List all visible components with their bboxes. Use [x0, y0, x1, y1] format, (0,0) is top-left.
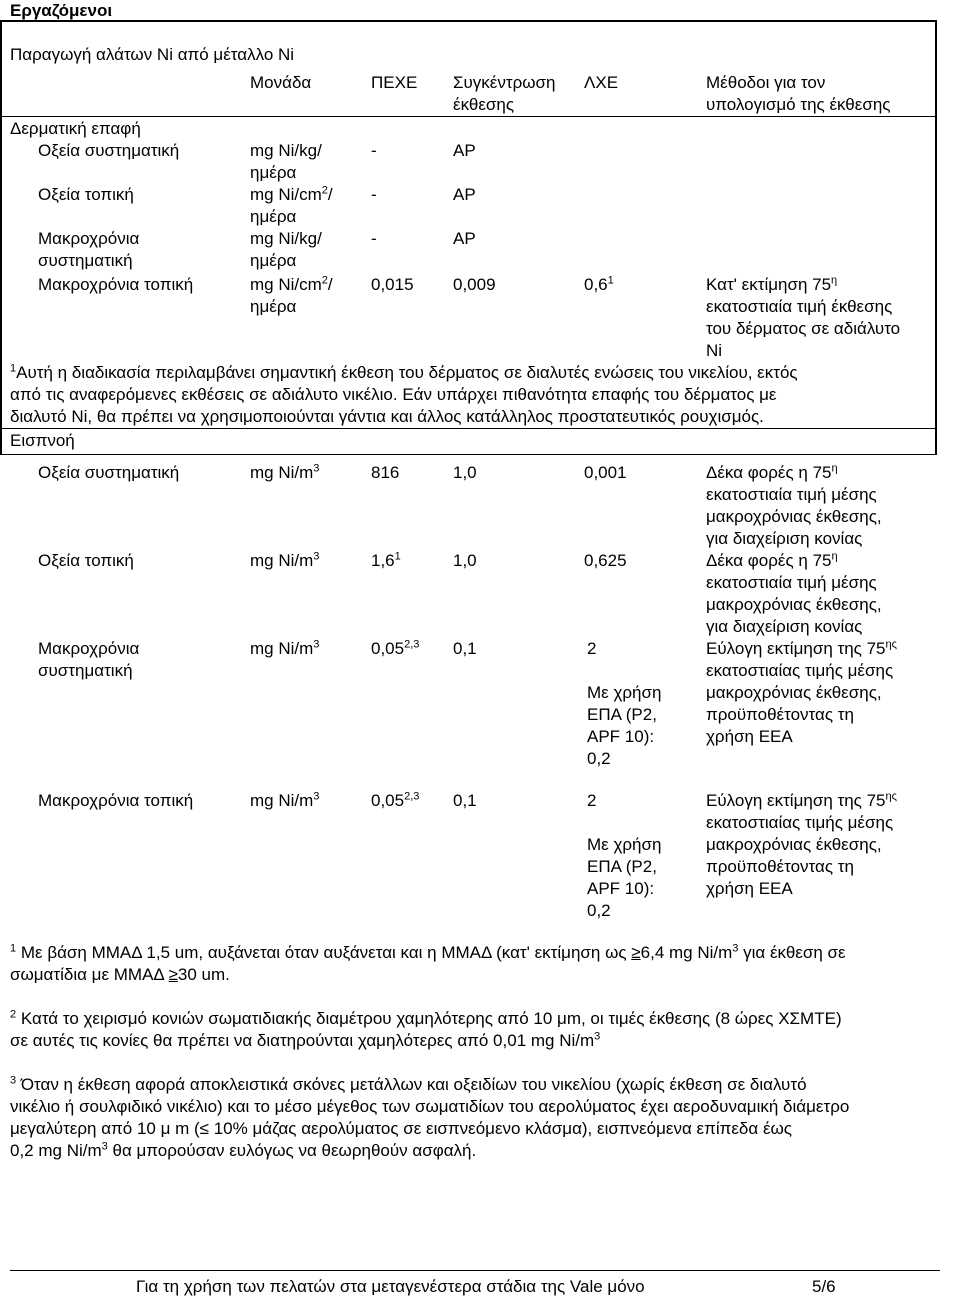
dermal-row-1-name: Οξεία συστηματική	[38, 141, 180, 160]
dermal-footnote-line3: διαλυτό Ni, θα πρέπει να χρησιμοποιούνται γάντια και άλλος κατάλληλος προστατευτικός ρουχισμός.	[10, 407, 764, 426]
dermal-row-3-unit1: mg Ni/kg/	[250, 229, 322, 248]
inhal-row-4-lxe: 2	[587, 791, 597, 810]
dermal-row-1-unit1: mg Ni/kg/	[250, 141, 322, 160]
inhal-row-2-name: Οξεία τοπική	[38, 551, 134, 570]
inhal-row-1-method4: για διαχείριση κονίας	[706, 529, 863, 548]
page-number: 5/6	[812, 1277, 836, 1296]
dermal-row-3-unit2: ημέρα	[250, 251, 297, 270]
dermal-row-4-unit2: ημέρα	[250, 297, 297, 316]
inhalation-title: Εισπνοή	[10, 431, 75, 450]
inhal-row-4-name: Μακροχρόνια τοπική	[38, 791, 194, 810]
dermal-row-3-name2: συστηματική	[38, 251, 133, 270]
inhal-row-3-name1: Μακροχρόνια	[38, 639, 140, 658]
inhal-row-3-method4: προϋποθέτοντας τη	[706, 705, 854, 724]
dermal-row-1-conc: AP	[453, 141, 476, 160]
dermal-row-2-name: Οξεία τοπική	[38, 185, 134, 204]
inhal-row-1-method3: μακροχρόνιας έκθεσης,	[706, 507, 882, 526]
dermal-row-3-conc: AP	[453, 229, 476, 248]
footnote-3-line4: 0,2 mg $Ni/m^3$ θα μπορούσαν ευλόγως να θεωρηθούν ασφαλή.	[10, 1140, 477, 1160]
header-conc-line2: έκθεσης	[453, 95, 515, 114]
dermal-row-4-lxe: $0,6^1$	[584, 274, 614, 294]
inhal-row-2-method3: μακροχρόνιας έκθεσης,	[706, 595, 882, 614]
inhal-row-3-method5: χρήση ΕΕΑ	[706, 727, 793, 746]
process-title: Παραγωγή αλάτων Ni από μέταλλο Ni	[10, 45, 295, 64]
inhal-row-3-lxe: 2	[587, 639, 597, 658]
dermal-row-4-name: Μακροχρόνια τοπική	[38, 275, 194, 294]
dermal-row-2-unit1: mg $Ni/cm^2/$	[250, 184, 333, 204]
header-lxe: ΛΧΕ	[584, 73, 619, 92]
inhal-row-3-method2: εκατοστιαίας τιμής μέσης	[706, 661, 894, 680]
inhal-row-2-lxe: 0,625	[584, 551, 627, 570]
footnote-1-line1: $^1$ Με βάση ΜΜΑΔ 1,5 um, αυξάνεται όταν αυξάνεται και η ΜΜΑΔ (κατ' εκτίμηση ως ≥6,4 mg $Ni/m^3$ για έκθεση σε	[10, 942, 846, 962]
dermal-footnote-line2: από τις αναφερόμενες εκθέσεις σε αδιάλυτο νικέλιο. Εάν υπάρχει πιθανότητα επαφής του δέρματος με	[10, 385, 777, 404]
inhal-row-1-method1: Δέκα φορές η $75^\eta$	[706, 462, 838, 482]
footnote-3-line2: νικέλιο ή σουλφιδικό νικέλιο) και το μέσο μέγεθος των σωματιδίων του αερολύματος έχει αεροδυναμική διάμετρο	[10, 1097, 850, 1116]
inhal-row-2-unit: mg $Ni/m^3$	[250, 550, 320, 570]
inhal-row-4-method3: μακροχρόνιας έκθεσης,	[706, 835, 882, 854]
inhal-row-4-method4: προϋποθέτοντας τη	[706, 857, 854, 876]
inhal-row-4-lxe2: Με χρήση	[587, 835, 662, 854]
inhal-row-4-method2: εκατοστιαίας τιμής μέσης	[706, 813, 894, 832]
inhal-row-3-pexe: 0,05$^{2,3}$	[371, 638, 420, 658]
inhal-row-4-method5: χρήση ΕΕΑ	[706, 879, 793, 898]
dermal-table-right-border	[935, 20, 937, 455]
dermal-title: Δερματική επαφή	[10, 119, 141, 138]
inhal-row-4-lxe5: 0,2	[587, 901, 611, 920]
dermal-row-2-pexe: -	[371, 185, 377, 204]
dermal-row-3-pexe: -	[371, 229, 377, 248]
dermal-row-4-method2: εκατοστιαία τιμή έκθεσης	[706, 297, 893, 316]
inhal-row-2-method4: για διαχείριση κονίας	[706, 617, 863, 636]
inhal-row-1-conc: 1,0	[453, 463, 477, 482]
inhal-row-3-name2: συστηματική	[38, 661, 133, 680]
inhal-row-3-lxe2: Με χρήση	[587, 683, 662, 702]
footer-divider	[10, 1270, 940, 1271]
inhal-row-3-conc: 0,1	[453, 639, 477, 658]
section-title: Εργαζόμενοι	[10, 1, 113, 20]
inhal-row-3-lxe3: ΕΠΑ (P2,	[587, 705, 657, 724]
inhal-row-2-conc: 1,0	[453, 551, 477, 570]
inhal-row-2-pexe: $1,6^1$	[371, 550, 401, 570]
dermal-row-4-unit1: mg $Ni/cm^2/$	[250, 274, 333, 294]
dermal-row-4-conc: 0,009	[453, 275, 496, 294]
inhal-row-1-name: Οξεία συστηματική	[38, 463, 180, 482]
inhal-row-3-lxe4: APF 10):	[587, 727, 655, 746]
header-method-line1: Μέθοδοι για τον	[706, 73, 826, 92]
dermal-row-4-method3: του δέρματος σε αδιάλυτο	[706, 319, 901, 338]
inhal-row-2-method2: εκατοστιαία τιμή μέσης	[706, 573, 877, 592]
dermal-table-top-border	[0, 20, 937, 22]
inhal-row-1-unit: mg $Ni/m^3$	[250, 462, 320, 482]
header-pexe: ΠΕΧΕ	[371, 73, 418, 92]
dermal-table-left-border	[0, 20, 2, 455]
inhal-row-4-pexe: 0,05$^{2,3}$	[371, 790, 420, 810]
inhal-row-4-lxe3: ΕΠΑ (P2,	[587, 857, 657, 876]
inhal-row-3-unit: mg $Ni/m^3$	[250, 638, 320, 658]
dermal-header-divider	[0, 116, 937, 117]
dermal-row-1-unit2: ημέρα	[250, 163, 297, 182]
inhal-row-3-method3: μακροχρόνιας έκθεσης,	[706, 683, 882, 702]
inhal-row-1-pexe: 816	[371, 463, 400, 482]
inhal-row-3-method1: Εύλογη εκτίμηση της $75^{\eta\varsigma}$	[706, 638, 897, 658]
header-conc-line1: Συγκέντρωση	[453, 73, 556, 92]
inhal-row-1-method2: εκατοστιαία τιμή μέσης	[706, 485, 877, 504]
footnote-2-line1: $^2$ Κατά το χειρισμό κονιών σωματιδιακής διαμέτρου χαμηλότερης από 10 μm, οι τιμές έκθεσης (8 ώρες ΧΣΜΤΕ)	[10, 1008, 842, 1028]
inhal-row-4-lxe4: APF 10):	[587, 879, 655, 898]
dermal-row-3-name1: Μακροχρόνια	[38, 229, 140, 248]
footer-text: Για τη χρήση των πελατών στα μεταγενέστερα στάδια της Vale μόνο	[136, 1277, 645, 1296]
inhalation-title-divider	[0, 454, 937, 455]
dermal-row-2-conc: AP	[453, 185, 476, 204]
inhal-row-4-method1: Εύλογη εκτίμηση της $75^{\eta\varsigma}$	[706, 790, 897, 810]
inhal-row-1-lxe: 0,001	[584, 463, 627, 482]
footnote-2-line2: σε αυτές τις κονίες θα πρέπει να διατηρούνται χαμηλότερες από 0,01 mg $Ni/m^3$	[10, 1030, 601, 1050]
dermal-row-4-method1: Κατ' εκτίμηση $75^\eta$	[706, 274, 838, 294]
inhal-row-4-conc: 0,1	[453, 791, 477, 810]
inhal-row-2-method1: Δέκα φορές η $75^\eta$	[706, 550, 838, 570]
footnote-3-line3: μεγαλύτερη από 10 μ m (≤ 10% μάζας αερολύματος σε εισπνεόμενο κλάσμα), εισπνεόμενα επίπεδα έως	[10, 1119, 792, 1138]
dermal-footnote-line1: $^1$Αυτή η διαδικασία περιλαμβάνει σημαντική έκθεση του δέρματος σε διαλυτές ενώσεις του νικελίου, εκτός	[10, 362, 798, 382]
footnote-3-line1: $^3$ Όταν η έκθεση αφορά αποκλειστικά σκόνες μετάλλων και οξειδίων του νικελίου (χωρίς έκθεση σε διαλυτό	[10, 1074, 807, 1094]
inhalation-divider	[0, 428, 937, 429]
header-unit: Μονάδα	[250, 73, 312, 92]
dermal-row-2-unit2: ημέρα	[250, 207, 297, 226]
footnote-1-line2: σωματίδια με ΜΜΑΔ ≥30 um.	[10, 965, 230, 984]
inhal-row-4-unit: mg $Ni/m^3$	[250, 790, 320, 810]
dermal-row-4-pexe: 0,015	[371, 275, 414, 294]
dermal-row-1-pexe: -	[371, 141, 377, 160]
inhal-row-3-lxe5: 0,2	[587, 749, 611, 768]
dermal-row-4-method4: Ni	[706, 341, 723, 360]
header-method-line2: υπολογισμό της έκθεσης	[706, 95, 891, 114]
